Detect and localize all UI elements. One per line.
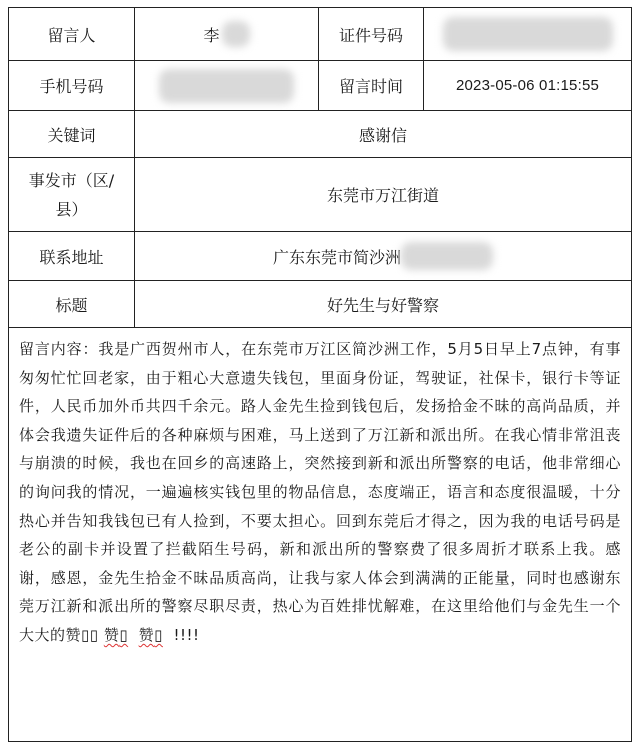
title-value: 好先生与好警察 (326, 295, 439, 315)
row-messenger (9, 8, 631, 61)
time-label: 留言时间 (319, 61, 424, 110)
redacted-id (443, 17, 613, 51)
redacted-address (401, 242, 493, 270)
messenger-label: 留言人 (9, 8, 135, 60)
city-label-cell (9, 158, 135, 231)
redacted-name (222, 21, 250, 47)
praise-word-2: 赞 (138, 625, 155, 644)
exclamations: !!!! (173, 625, 200, 644)
phone-value-cell (135, 61, 319, 110)
keyword-value: 感谢信 (358, 125, 407, 145)
messenger-value: 李 (203, 25, 220, 45)
message-text: 留言内容：我是广西贺州市人，在东莞市万江区简沙洲工作，5月5日早上7点钟，有事匆匆忙忙回老家，由于粗心大意遗失钱包，里面身份证，驾驶证，社保卡，银行卡等证件，人民币加外币共四千余元。路人金先生捡到钱包后，发扬拾金不昧的高尚品质，并体会我遗失证件后的各种麻烦与困难，马上送到了万江新和派出所。在我心情非常沮丧与崩溃的时候，我也在回乡的高速路上，突然接到新和派出所警察的电话，他非常细心的询问我的情况，一遍遍核实钱包里的物品信息，态度端正，语言和态度很温暖，十分热心并告知我钱包已有人捡到，不要太担心。回到东莞后才得之，因为我的电话号码是老公的副卡并设置了拦截陌生号码，新和派出所的警察费了很多周折才联系上我。感谢，感恩，金先生拾金不昧品质高尚，让我与家人体会到满满的正能量，同时也感谢东莞万江新和派出所的警察尽职尽责，热心为百姓排忧解难，在这里给他们与金先生一个大大的赞 (19, 340, 621, 644)
row-title (9, 281, 631, 328)
redacted-phone (159, 69, 294, 103)
city-label: 事发市（区/县） (28, 170, 115, 219)
address-value-cell (135, 232, 631, 280)
broken-glyph-icon: ▯ (81, 625, 90, 644)
address-value: 广东东莞市简沙洲 (272, 247, 401, 267)
messenger-value-cell (135, 8, 319, 60)
broken-glyph-icon: ▯ (154, 625, 163, 644)
title-label: 标题 (9, 281, 135, 327)
row-address (9, 232, 631, 281)
message-content (9, 328, 631, 741)
row-city (9, 158, 631, 232)
time-value: 2023-05-06 01:15:55 (455, 77, 600, 94)
praise-word-1: 赞 (103, 625, 120, 644)
city-value: 东莞市万江街道 (326, 186, 439, 205)
broken-glyph-icon: ▯ (89, 625, 99, 644)
id-value-cell (424, 8, 631, 60)
message-form (8, 7, 632, 742)
id-label: 证件号码 (319, 8, 424, 60)
phone-label: 手机号码 (9, 61, 135, 110)
broken-glyph-icon: ▯ (119, 625, 129, 644)
row-phone (9, 61, 631, 111)
keyword-label: 关键词 (9, 111, 135, 157)
row-keyword (9, 111, 631, 158)
address-label: 联系地址 (9, 232, 135, 280)
